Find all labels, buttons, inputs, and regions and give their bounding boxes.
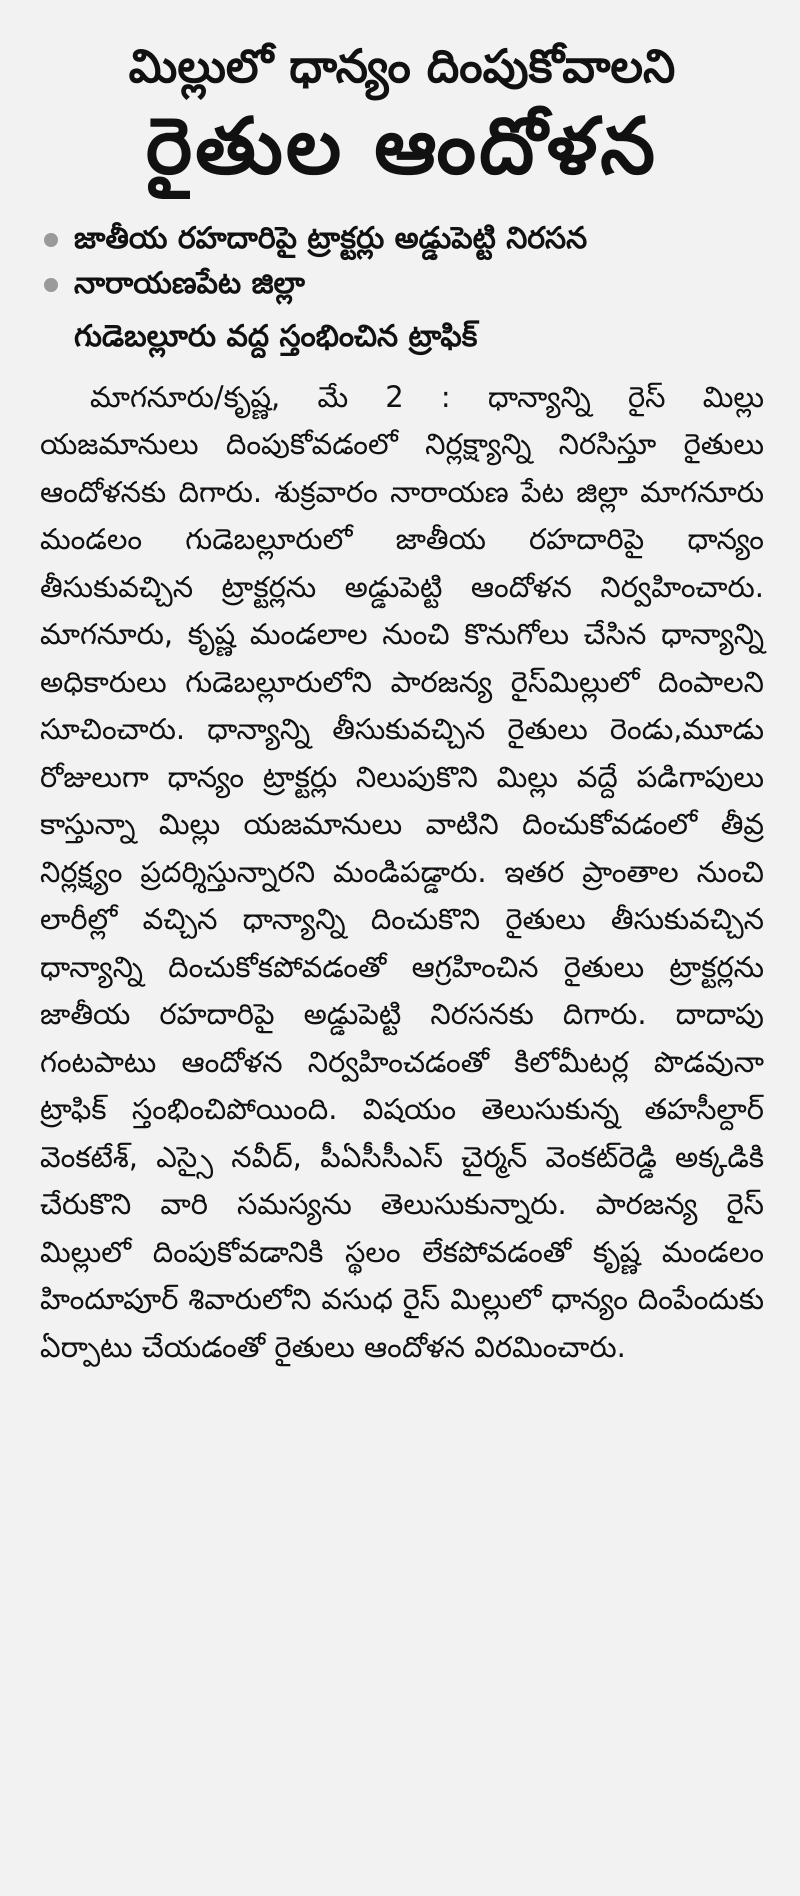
bullet-dot-icon xyxy=(44,278,58,292)
bullet-item xyxy=(40,264,764,356)
bullet-text: నారాయణపేట జిల్లా xyxy=(74,265,305,301)
subheading-bullets xyxy=(40,219,764,356)
kicker-headline: మిల్లులో ధాన్యం దింపుకోవాలని xyxy=(128,39,676,93)
bullet-dot-icon xyxy=(44,233,58,247)
bullet-item xyxy=(40,219,764,258)
article-body: మాగనూరు/కృష్ణ, మే 2 : ధాన్యాన్ని రైస్ మిల్లు యజమానులు దింపుకోవడంలో నిర్లక్ష్యాన్ని నిరసిస్తూ రైతులు ఆందోళనకు దిగారు. శుక్రవారం నారాయణ పేట జిల్లా మాగనూరు మండలం గుడెబల్లూరులో జాతీయ రహదారిపై ధాన్యం తీసుకువచ్చిన ట్రాక్టర్లను అడ్డుపెట్టి ఆందోళన నిర్వహించారు. మాగనూరు, కృష్ణ మండలాల నుంచి కొనుగోలు చేసిన ధాన్యాన్ని అధికారులు గుడెబల్లూరులోని పారజన్య రైస్‌మిల్లులో దింపాలని సూచించారు. ధాన్యాన్ని తీసుకువచ్చిన రైతులు రెండు,మూడు రోజులుగా ధాన్యం ట్రాక్టర్లు నిలుపుకొని మిల్లు వద్దే పడిగాపులు కాస్తున్నా మిల్లు యజమానులు వాటిని దించుకోవడంలో తీవ్ర నిర్లక్ష్యం ప్రదర్శిస్తున్నారని మండిపడ్డారు. ఇతర ప్రాంతాల నుంచి లారీల్లో వచ్చిన ధాన్యాన్ని దించుకొని రైతులు తీసుకువచ్చిన ధాన్యాన్ని దించుకోకపోవడంతో ఆగ్రహించిన రైతులు ట్రాక్టర్లను జాతీయ రహదారిపై అడ్డుపెట్టి నిరసనకు దిగారు. దాదాపు గంటపాటు ఆందోళన నిర్వహించడంతో కిలోమీటర్ల పొడవునా ట్రాఫిక్ స్తంభించిపోయింది. విషయం తెలుసుకున్న తహసీల్దార్ వెంకటేశ్, ఎస్సై నవీద్, పీఏసీసీఎస్ చైర్మన్ వెంకట్‌రెడ్డి అక్కడికి చేరుకొని వారి సమస్యను తెలుసుకున్నారు. పారజన్య రైస్ మిల్లులో దింపుకోవడానికి స్థలం లేకపోవడంతో కృష్ణ మండలం హిందూపూర్ శివారులోని వసుధ రైస్ మిల్లులో ధాన్యం దింపేందుకు ఏర్పాటు చేయడంతో రైతులు ఆందోళన విరమించారు. xyxy=(40,379,764,1364)
bullet-text-continued: గుడెబల్లూరు వద్ద స్తంభించిన ట్రాఫిక్ xyxy=(74,318,478,354)
bullet-text: జాతీయ రహదారిపై ట్రాక్టర్లు అడ్డుపెట్టి నిరసన xyxy=(74,220,588,256)
main-headline: రైతుల ఆందోళన xyxy=(145,101,659,192)
